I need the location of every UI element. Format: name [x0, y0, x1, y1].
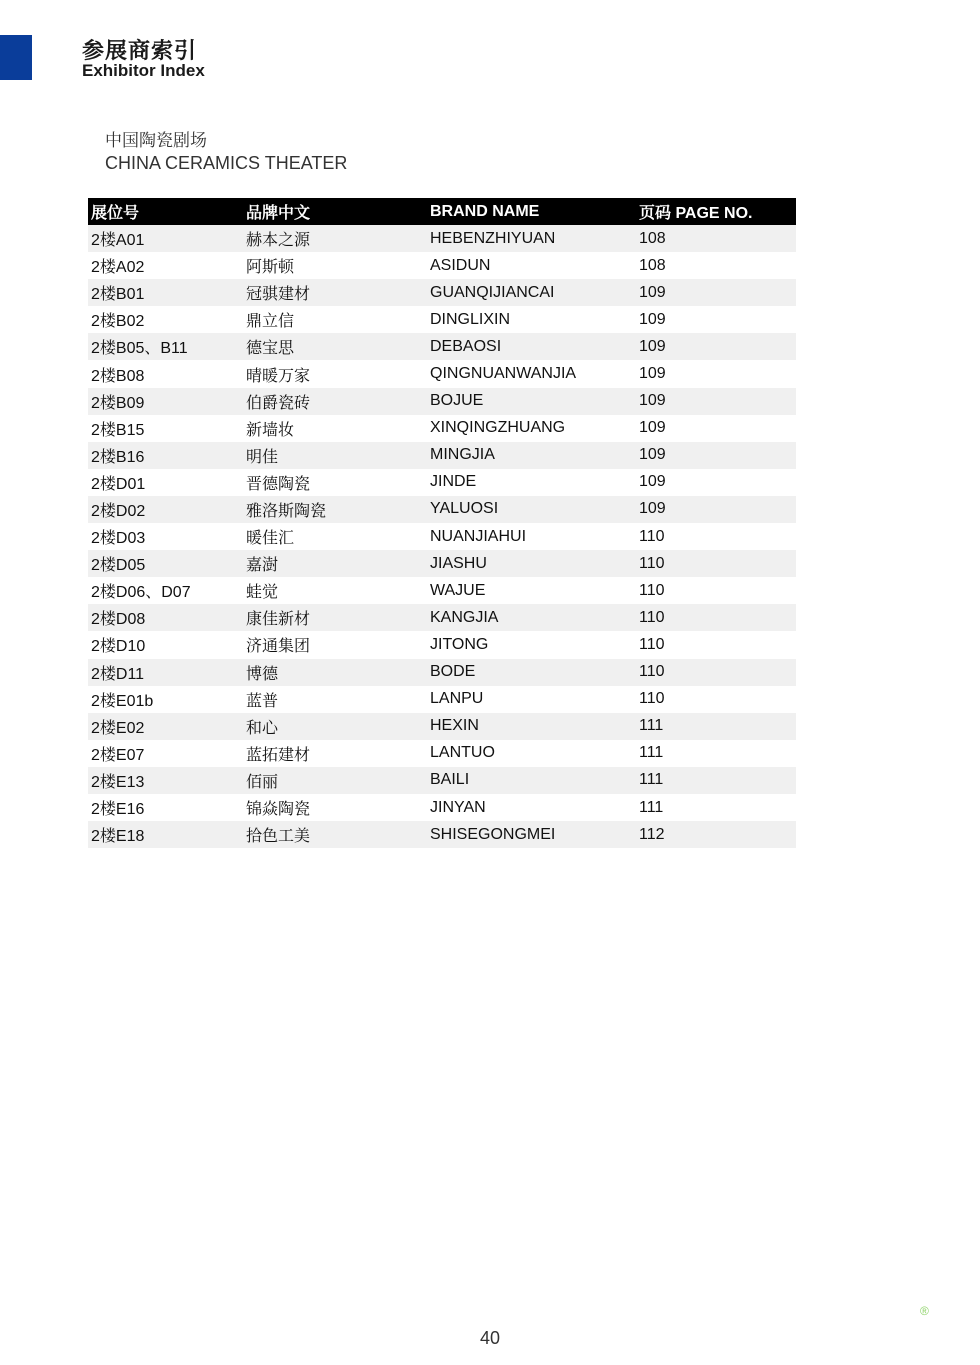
booth-cell: 2楼D11 — [88, 659, 243, 686]
table-row — [88, 713, 796, 740]
exhibitor-index-table — [88, 198, 796, 848]
table-row — [88, 388, 796, 415]
booth-cell: 2楼D01 — [88, 469, 243, 496]
table-row — [88, 550, 796, 577]
brand-zh-cell: 晴暖万家 — [243, 360, 427, 387]
table-row — [88, 360, 796, 387]
brand-name-cell: JINYAN — [427, 794, 636, 821]
column-header-booth: 展位号 — [88, 198, 243, 225]
brand-name-cell: JITONG — [427, 631, 636, 658]
table-row — [88, 415, 796, 442]
column-header-brand-zh: 品牌中文 — [243, 198, 427, 225]
booth-cell: 2楼B09 — [88, 388, 243, 415]
brand-name-cell: NUANJIAHUI — [427, 523, 636, 550]
table-row — [88, 659, 796, 686]
brand-name-cell: JINDE — [427, 469, 636, 496]
table-row — [88, 523, 796, 550]
page-number: 40 — [479, 1328, 501, 1348]
registered-mark: ® — [920, 1304, 929, 1318]
table-row — [88, 767, 796, 794]
section-title-zh: 中国陶瓷剧场 — [105, 131, 207, 150]
table-row — [88, 252, 796, 279]
page-no-cell: 110 — [636, 604, 796, 631]
header-title-zh: 参展商索引 — [82, 38, 198, 63]
page-no-cell: 110 — [636, 659, 796, 686]
table-row — [88, 794, 796, 821]
booth-cell: 2楼E13 — [88, 767, 243, 794]
page-no-cell: 109 — [636, 469, 796, 496]
brand-zh-cell: 伯爵瓷砖 — [243, 388, 427, 415]
page-no-cell: 109 — [636, 442, 796, 469]
brand-zh-cell: 晋德陶瓷 — [243, 469, 427, 496]
booth-cell: 2楼A02 — [88, 252, 243, 279]
table-row — [88, 740, 796, 767]
page-no-cell: 111 — [636, 794, 796, 821]
booth-cell: 2楼B01 — [88, 279, 243, 306]
table-row — [88, 225, 796, 252]
booth-cell: 2楼B05、B11 — [88, 333, 243, 360]
brand-zh-cell: 拾色工美 — [243, 821, 427, 848]
booth-cell: 2楼D02 — [88, 496, 243, 523]
table-row — [88, 604, 796, 631]
page-no-cell: 109 — [636, 415, 796, 442]
page-no-cell: 108 — [636, 225, 796, 252]
page-no-cell: 109 — [636, 496, 796, 523]
header-title-en: Exhibitor Index — [82, 61, 205, 80]
brand-zh-cell: 雅洛斯陶瓷 — [243, 496, 427, 523]
brand-name-cell: LANTUO — [427, 740, 636, 767]
brand-zh-cell: 锦焱陶瓷 — [243, 794, 427, 821]
booth-cell: 2楼D06、D07 — [88, 577, 243, 604]
booth-cell: 2楼B16 — [88, 442, 243, 469]
table-row — [88, 469, 796, 496]
brand-name-cell: BAILI — [427, 767, 636, 794]
booth-cell: 2楼E18 — [88, 821, 243, 848]
booth-cell: 2楼B08 — [88, 360, 243, 387]
brand-name-cell: DINGLIXIN — [427, 306, 636, 333]
brand-zh-cell: 蓝普 — [243, 686, 427, 713]
table-header-row — [88, 198, 796, 225]
table-row — [88, 577, 796, 604]
brand-zh-cell: 蛙觉 — [243, 577, 427, 604]
table-row — [88, 442, 796, 469]
page-no-cell: 111 — [636, 740, 796, 767]
brand-zh-cell: 蓝拓建材 — [243, 740, 427, 767]
table-row — [88, 631, 796, 658]
brand-zh-cell: 嘉澍 — [243, 550, 427, 577]
page-no-cell: 110 — [636, 631, 796, 658]
table-body — [88, 225, 796, 848]
brand-name-cell: WAJUE — [427, 577, 636, 604]
brand-name-cell: YALUOSI — [427, 496, 636, 523]
brand-name-cell: XINQINGZHUANG — [427, 415, 636, 442]
brand-zh-cell: 鼎立信 — [243, 306, 427, 333]
column-header-brand-name: BRAND NAME — [427, 198, 636, 225]
brand-name-cell: JIASHU — [427, 550, 636, 577]
page-no-cell: 110 — [636, 686, 796, 713]
page-no-cell: 111 — [636, 767, 796, 794]
brand-name-cell: ASIDUN — [427, 252, 636, 279]
page-no-cell: 109 — [636, 306, 796, 333]
brand-zh-cell: 明佳 — [243, 442, 427, 469]
brand-name-cell: HEXIN — [427, 713, 636, 740]
page-no-cell: 110 — [636, 523, 796, 550]
page-no-cell: 109 — [636, 333, 796, 360]
table-row — [88, 279, 796, 306]
brand-zh-cell: 德宝思 — [243, 333, 427, 360]
brand-name-cell: KANGJIA — [427, 604, 636, 631]
page-no-cell: 111 — [636, 713, 796, 740]
page-no-cell: 108 — [636, 252, 796, 279]
table-row — [88, 496, 796, 523]
brand-zh-cell: 佰丽 — [243, 767, 427, 794]
brand-zh-cell: 冠骐建材 — [243, 279, 427, 306]
brand-name-cell: MINGJIA — [427, 442, 636, 469]
brand-name-cell: DEBAOSI — [427, 333, 636, 360]
brand-name-cell: HEBENZHIYUAN — [427, 225, 636, 252]
page-no-cell: 109 — [636, 360, 796, 387]
booth-cell: 2楼E01b — [88, 686, 243, 713]
table-row — [88, 333, 796, 360]
column-header-page-no: 页码 PAGE NO. — [636, 198, 796, 225]
brand-name-cell: BODE — [427, 659, 636, 686]
booth-cell: 2楼D08 — [88, 604, 243, 631]
brand-name-cell: LANPU — [427, 686, 636, 713]
brand-zh-cell: 和心 — [243, 713, 427, 740]
booth-cell: 2楼B02 — [88, 306, 243, 333]
table-row — [88, 821, 796, 848]
booth-cell: 2楼E02 — [88, 713, 243, 740]
brand-zh-cell: 博德 — [243, 659, 427, 686]
table-row — [88, 686, 796, 713]
table-row — [88, 306, 796, 333]
page-no-cell: 110 — [636, 577, 796, 604]
brand-zh-cell: 济通集团 — [243, 631, 427, 658]
booth-cell: 2楼E07 — [88, 740, 243, 767]
booth-cell: 2楼D10 — [88, 631, 243, 658]
brand-zh-cell: 赫本之源 — [243, 225, 427, 252]
booth-cell: 2楼E16 — [88, 794, 243, 821]
booth-cell: 2楼D05 — [88, 550, 243, 577]
brand-zh-cell: 康佳新材 — [243, 604, 427, 631]
page-no-cell: 109 — [636, 388, 796, 415]
brand-zh-cell: 新墙妆 — [243, 415, 427, 442]
brand-name-cell: SHISEGONGMEI — [427, 821, 636, 848]
section-color-tab — [0, 35, 32, 80]
page-no-cell: 109 — [636, 279, 796, 306]
brand-name-cell: QINGNUANWANJIA — [427, 360, 636, 387]
booth-cell: 2楼D03 — [88, 523, 243, 550]
brand-zh-cell: 阿斯顿 — [243, 252, 427, 279]
brand-name-cell: GUANQIJIANCAI — [427, 279, 636, 306]
section-title-en: CHINA CERAMICS THEATER — [105, 153, 348, 173]
booth-cell: 2楼A01 — [88, 225, 243, 252]
page-no-cell: 110 — [636, 550, 796, 577]
page-no-cell: 112 — [636, 821, 796, 848]
brand-zh-cell: 暖佳汇 — [243, 523, 427, 550]
brand-name-cell: BOJUE — [427, 388, 636, 415]
booth-cell: 2楼B15 — [88, 415, 243, 442]
